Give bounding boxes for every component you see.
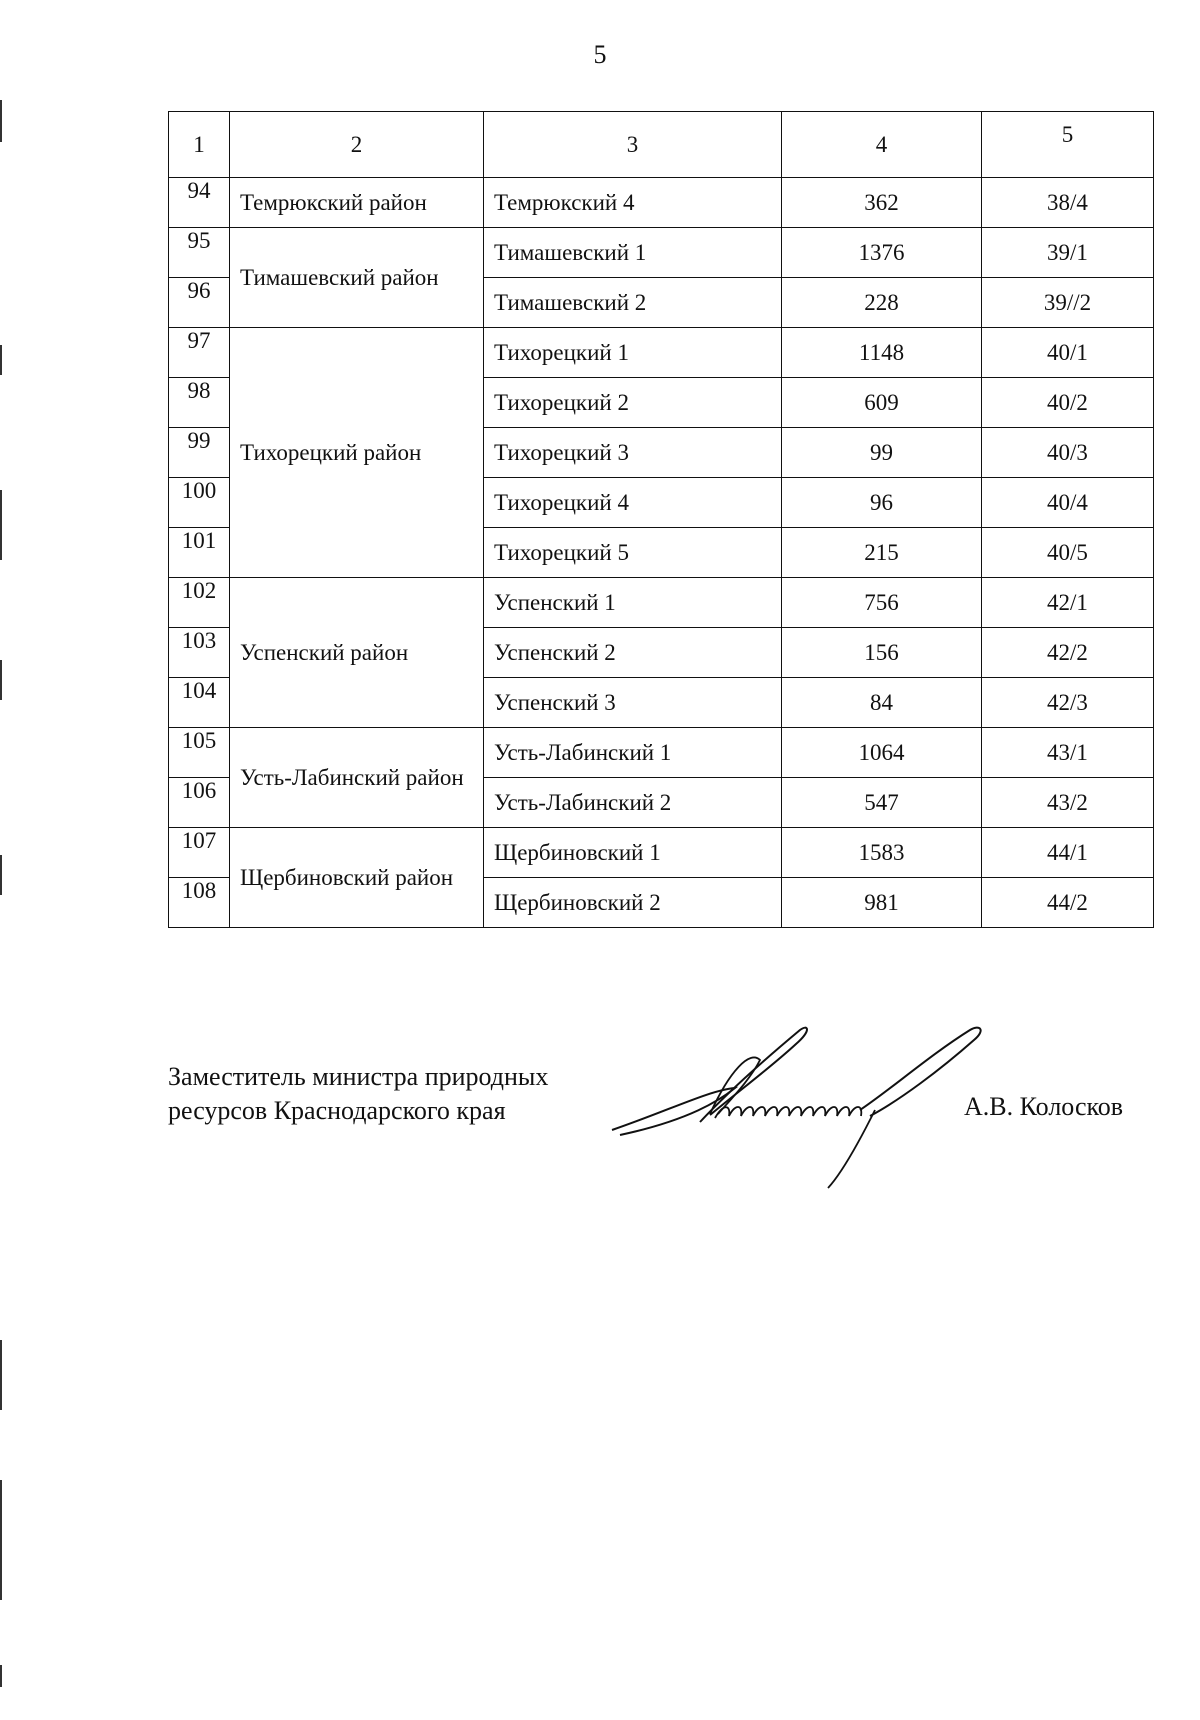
header-cell: 4 bbox=[782, 112, 982, 178]
value-cell: 84 bbox=[782, 678, 982, 728]
value-cell: 215 bbox=[782, 528, 982, 578]
row-number: 96 bbox=[169, 278, 230, 328]
subdivision-cell: Тихорецкий 3 bbox=[484, 428, 782, 478]
code-cell: 38/4 bbox=[982, 178, 1154, 228]
subdivision-cell: Тимашевский 2 bbox=[484, 278, 782, 328]
row-number: 100 bbox=[169, 478, 230, 528]
value-cell: 981 bbox=[782, 878, 982, 928]
value-cell: 228 bbox=[782, 278, 982, 328]
subdivision-cell: Темрюкский 4 bbox=[484, 178, 782, 228]
row-number: 95 bbox=[169, 228, 230, 278]
value-cell: 1583 bbox=[782, 828, 982, 878]
value-cell: 99 bbox=[782, 428, 982, 478]
signatory-name: А.В. Колосков bbox=[964, 1092, 1124, 1121]
row-number: 107 bbox=[169, 828, 230, 878]
subdivision-cell: Тихорецкий 4 bbox=[484, 478, 782, 528]
code-cell: 44/1 bbox=[982, 828, 1154, 878]
row-number: 101 bbox=[169, 528, 230, 578]
value-cell: 609 bbox=[782, 378, 982, 428]
value-cell: 1148 bbox=[782, 328, 982, 378]
subdivision-cell: Успенский 1 bbox=[484, 578, 782, 628]
code-cell: 39/1 bbox=[982, 228, 1154, 278]
subdivision-cell: Тихорецкий 1 bbox=[484, 328, 782, 378]
district-cell: Тихорецкий район bbox=[230, 328, 484, 578]
code-cell: 43/2 bbox=[982, 778, 1154, 828]
row-number: 97 bbox=[169, 328, 230, 378]
code-cell: 43/1 bbox=[982, 728, 1154, 778]
subdivision-cell: Тимашевский 1 bbox=[484, 228, 782, 278]
table-row bbox=[169, 328, 1154, 378]
value-cell: 547 bbox=[782, 778, 982, 828]
scan-margin-mark bbox=[0, 660, 2, 700]
header-cell: 5 bbox=[982, 112, 1154, 178]
row-number: 98 bbox=[169, 378, 230, 428]
scan-margin-mark bbox=[0, 1340, 2, 1410]
header-cell: 1 bbox=[169, 112, 230, 178]
code-cell: 44/2 bbox=[982, 878, 1154, 928]
row-number: 105 bbox=[169, 728, 230, 778]
subdivision-cell: Успенский 3 bbox=[484, 678, 782, 728]
subdivision-cell: Щербиновский 1 bbox=[484, 828, 782, 878]
scan-margin-mark bbox=[0, 490, 2, 560]
code-cell: 42/3 bbox=[982, 678, 1154, 728]
subdivision-cell: Успенский 2 bbox=[484, 628, 782, 678]
value-cell: 1376 bbox=[782, 228, 982, 278]
data-table bbox=[168, 111, 1154, 928]
row-number: 106 bbox=[169, 778, 230, 828]
subdivision-cell: Тихорецкий 5 bbox=[484, 528, 782, 578]
district-cell: Щербиновский район bbox=[230, 828, 484, 928]
row-number: 102 bbox=[169, 578, 230, 628]
row-number: 104 bbox=[169, 678, 230, 728]
table-row bbox=[169, 578, 1154, 628]
position-line-2: ресурсов Краснодарского края bbox=[168, 1096, 506, 1125]
district-cell: Тимашевский район bbox=[230, 228, 484, 328]
value-cell: 156 bbox=[782, 628, 982, 678]
table-row bbox=[169, 228, 1154, 278]
district-cell: Успенский район bbox=[230, 578, 484, 728]
page-number: 5 bbox=[593, 40, 607, 69]
header-cell: 3 bbox=[484, 112, 782, 178]
header-cell: 2 bbox=[230, 112, 484, 178]
table-row bbox=[169, 178, 1154, 228]
code-cell: 42/1 bbox=[982, 578, 1154, 628]
value-cell: 756 bbox=[782, 578, 982, 628]
district-cell: Темрюкский район bbox=[230, 178, 484, 228]
signatory-position bbox=[168, 1060, 548, 1128]
value-cell: 1064 bbox=[782, 728, 982, 778]
subdivision-cell: Усть-Лабинский 2 bbox=[484, 778, 782, 828]
code-cell: 39//2 bbox=[982, 278, 1154, 328]
handwritten-signature bbox=[600, 1010, 1020, 1190]
row-number: 94 bbox=[169, 178, 230, 228]
scan-margin-mark bbox=[0, 855, 2, 895]
code-cell: 40/1 bbox=[982, 328, 1154, 378]
table-header-row bbox=[169, 112, 1154, 178]
code-cell: 40/2 bbox=[982, 378, 1154, 428]
subdivision-cell: Щербиновский 2 bbox=[484, 878, 782, 928]
table-row bbox=[169, 728, 1154, 778]
subdivision-cell: Тихорецкий 2 bbox=[484, 378, 782, 428]
subdivision-cell: Усть-Лабинский 1 bbox=[484, 728, 782, 778]
row-number: 103 bbox=[169, 628, 230, 678]
scan-margin-mark bbox=[0, 100, 2, 142]
table-row bbox=[169, 828, 1154, 878]
value-cell: 362 bbox=[782, 178, 982, 228]
row-number: 99 bbox=[169, 428, 230, 478]
scan-margin-mark bbox=[0, 1480, 2, 1600]
code-cell: 40/5 bbox=[982, 528, 1154, 578]
row-number: 108 bbox=[169, 878, 230, 928]
value-cell: 96 bbox=[782, 478, 982, 528]
scan-margin-mark bbox=[0, 345, 2, 375]
code-cell: 42/2 bbox=[982, 628, 1154, 678]
position-line-1: Заместитель министра природных bbox=[168, 1062, 549, 1091]
district-cell: Усть-Лабинский район bbox=[230, 728, 484, 828]
code-cell: 40/4 bbox=[982, 478, 1154, 528]
code-cell: 40/3 bbox=[982, 428, 1154, 478]
scan-margin-mark bbox=[0, 1665, 2, 1687]
